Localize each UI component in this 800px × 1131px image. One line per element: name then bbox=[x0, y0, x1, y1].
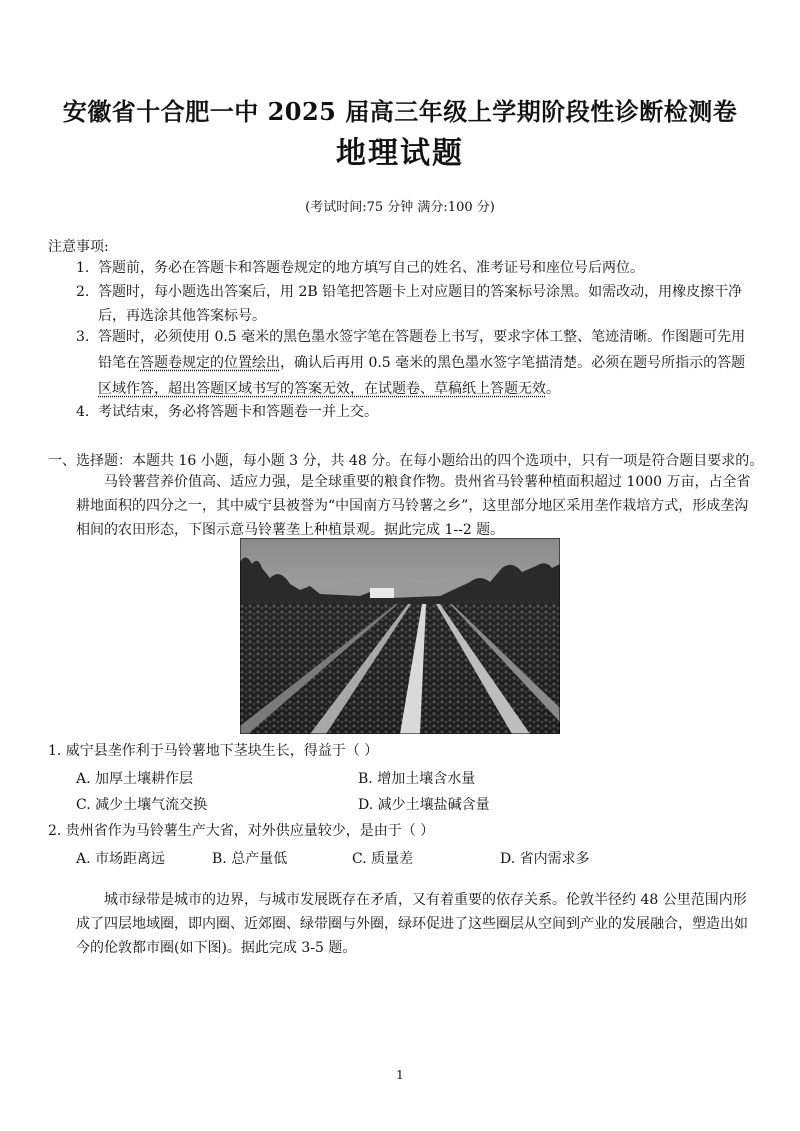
note-text-emphasis: 区域作答，超出答题区域书写的答案无效，在试题卷、草稿纸上答题无效 bbox=[98, 381, 546, 397]
passage-3-5: 城市绿带是城市的边界，与城市发展既存在矛盾，又有着重要的依存关系。伦敦半径约 48 公里范围内形成了四层地域圈，即内圈、近郊圈、绿带圈与外圈，绿环促进了这些圈层从空间到产业的发展融合，塑造出如今的伦敦都市圈(如下图)。据此完成 3-5 题。 bbox=[76, 892, 748, 956]
note-item bbox=[76, 256, 750, 280]
note-item bbox=[76, 324, 750, 402]
note-text-part: 。 bbox=[546, 381, 560, 397]
note-text bbox=[80, 324, 750, 402]
note-text: 考试结束，务必将答题卡和答题卷一并上交。 bbox=[98, 404, 378, 420]
question-2-option-c[interactable]: C. 质量差 bbox=[352, 851, 414, 867]
note-text: 答题前，务必在答题卡和答题卷规定的地方填写自己的姓名、准考证号和座位号后两位。 bbox=[98, 260, 644, 276]
note-text: 答题时，每小题选出答案后，用 2B 铅笔把答题卡上对应题目的答案标号涂黑。如需改动，用橡皮擦干净后，再选涂其他答案标号。 bbox=[98, 284, 743, 324]
section-heading: 一、选择题：本题共 16 小题，每小题 3 分，共 48 分。在每小题给出的四个选项中，只有一项是符合题目要求的。 bbox=[48, 453, 764, 469]
note-number: 4. bbox=[76, 404, 90, 420]
note-number: 2. bbox=[76, 284, 90, 300]
question-intro: 马铃薯营养价值高、适应力强，是全球重要的粮食作物。贵州省马铃薯种植面积超过 1000 万亩，占全省耕地面积的四分之一，其中威宁县被誉为“中国南方马铃薯之乡”，这里部分地区采用垄作栽培方式，形成垄沟相间的农田形态，下图示意马铃薯垄上种植景观。据此完成 1--2 题。 bbox=[76, 474, 751, 538]
note-text-emphasis: 答题卷规定的位置绘出 bbox=[140, 355, 280, 371]
note-text-part: 答题时，必须使用 0.5 毫米的黑色墨水签字笔在答题卷上书写，要求字体工整、笔迹清晰。作图题可先用铅笔在 bbox=[98, 329, 746, 371]
page-number: 1 bbox=[396, 1068, 404, 1082]
question-1-option-c[interactable]: C. 减少土壤气流交换 bbox=[76, 797, 208, 813]
question-1-option-b[interactable]: B. 增加土壤含水量 bbox=[358, 771, 476, 787]
question-1-option-a[interactable]: A. 加厚土壤耕作层 bbox=[76, 771, 194, 787]
question-1-option-d[interactable]: D. 减少土壤盐碱含量 bbox=[358, 797, 490, 813]
potato-field-photo bbox=[240, 538, 560, 734]
question-2-option-a[interactable]: A. 市场距离远 bbox=[76, 851, 166, 867]
subject-title: 地理试题 bbox=[336, 136, 464, 171]
exam-title: 安徽省十合肥一中 2025 届高三年级上学期阶段性诊断检测卷 bbox=[62, 97, 738, 126]
note-item bbox=[76, 400, 750, 424]
question-2-option-d[interactable]: D. 省内需求多 bbox=[500, 851, 590, 867]
notes-title: 注意事项: bbox=[48, 239, 109, 255]
question-2-stem: 2. 贵州省作为马铃薯生产大省，对外供应量较少，是由于（ ） bbox=[48, 823, 435, 839]
note-number: 1. bbox=[76, 260, 90, 276]
note-item bbox=[76, 280, 750, 328]
question-2-option-b[interactable]: B. 总产量低 bbox=[212, 851, 288, 867]
exam-info: (考试时间:75 分钟 满分:100 分) bbox=[305, 200, 495, 215]
note-number: 3. bbox=[76, 329, 90, 345]
question-1-stem: 1. 威宁县垄作利于马铃薯地下茎块生长，得益于（ ） bbox=[48, 743, 379, 759]
note-text-part: ，确认后再用 0.5 毫米的黑色墨水签字笔描清楚。必须在题号所指示的答题 bbox=[280, 355, 746, 371]
